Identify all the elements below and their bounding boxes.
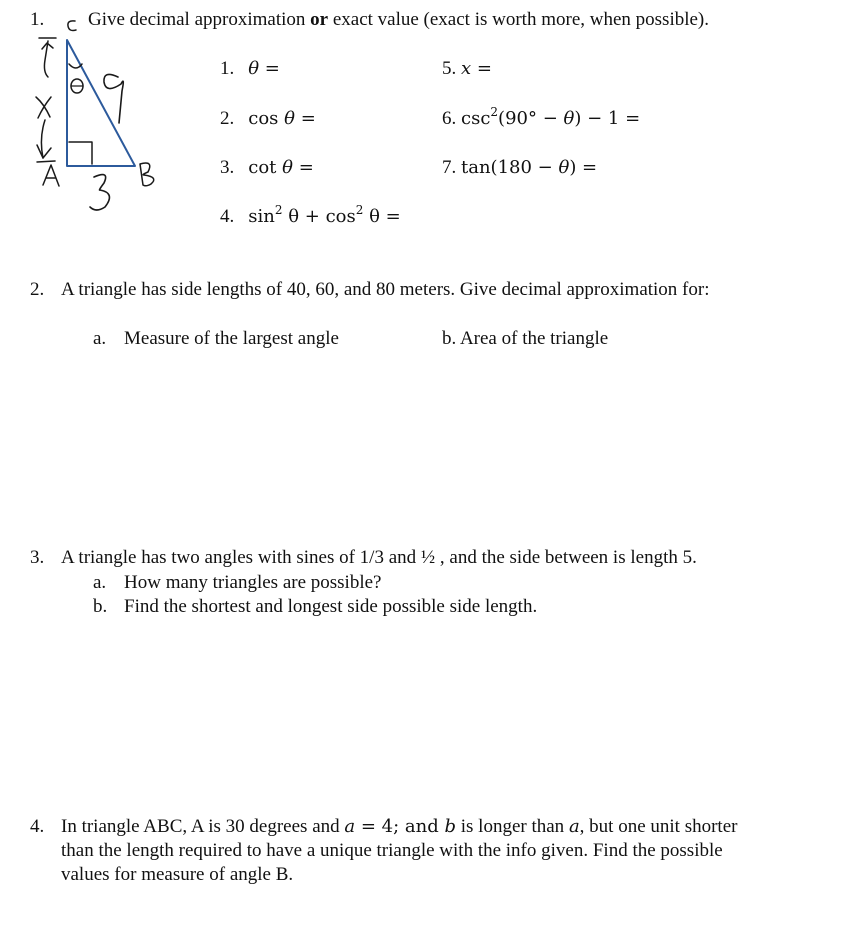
q1-part-2 [220,108,316,130]
q1-part-5-var: x [461,58,472,79]
q1-part-4 [220,203,401,228]
q4-var-b: b [444,816,456,837]
vertex-c-glyph [68,21,76,31]
q1-part-3 [220,157,314,179]
q1-part-6-csc: csc [461,108,491,129]
x-arrowhead-down [37,145,51,158]
q1-part-3-cot: cot [248,157,283,178]
q4-number: 4. [30,816,45,837]
q2-part-a-label: a. [93,328,107,349]
q1-part-3-eq: = [292,157,314,178]
q1-part-3-theta: θ [282,157,293,178]
q4-line-1-a: In triangle ABC, A is 30 degrees and [61,816,345,837]
q4-var-a: a [344,816,356,837]
q1-part-4-sin: sin [248,206,275,227]
q1-part-2-theta: θ [284,108,295,129]
q4-line-2: than the length required to have a unique triangle with the info given. Find the possible [61,840,723,861]
q4-var-a2: a [568,816,580,837]
q3-prompt: A triangle has two angles with sines of 1/3 and ½ , and the side between is length 5. [61,547,697,568]
x-bottom-tick [37,161,55,162]
base-3-glyph [90,175,109,210]
q1-part-6-body-b: ) − 1 = [574,108,641,129]
q3-part-a: How many triangles are possible? [124,572,382,593]
right-angle-marker [69,142,92,164]
q1-part-1-expr: θ = [248,58,280,79]
side-x-glyph [36,97,51,118]
q1-part-1-num: 1. [220,58,235,79]
q1-part-2-cos: cos [248,108,285,129]
q4-line-1-b: = 4; and [355,816,445,837]
q3-part-a-label: a. [93,572,107,593]
q1-prompt-text-b: exact value (exact is worth more, when possible). [328,9,710,30]
q1-part-6-body-a: (90° − [498,108,564,129]
vertex-a-glyph [43,165,59,186]
q1-part-6-theta: θ [563,108,575,129]
vertex-b-glyph [140,163,154,186]
q4-line-1-d: , but one unit shorter [579,816,738,837]
q1-part-3-num: 3. [220,157,235,178]
q1-part-4-mid: θ + cos [288,206,356,227]
q1-part-5-num: 5. [442,58,457,79]
q4-line-1 [61,816,737,838]
q1-part-7-num: 7. [442,157,457,178]
q1-part-4-sq2: 2 [355,203,364,217]
q1-part-7 [442,157,597,179]
q1-number: 1. [30,9,45,30]
q1-part-4-num: 4. [220,206,235,227]
q4-line-1-c: is longer than [456,816,569,837]
q1-part-7-theta: θ [558,157,570,178]
q1-part-5-eq: = [471,58,492,79]
q1-part-7-body-a: tan(180 − [461,157,559,178]
q1-part-6-sq: 2 [490,105,499,119]
q1-part-5 [442,58,492,80]
q4-line-3: values for measure of angle B. [61,864,294,885]
q1-part-4-sq1: 2 [274,203,283,217]
q3-part-b: Find the shortest and longest side possible side length. [124,596,538,617]
triangle-outline [67,40,135,166]
q2-prompt: A triangle has side lengths of 40, 60, and 80 meters. Give decimal approximation for: [61,279,710,300]
x-arrow-down [41,120,45,158]
q2-part-b: b. Area of the triangle [442,328,609,349]
q1-part-4-end: θ = [369,206,401,227]
q1-part-1 [220,58,280,80]
q1-part-2-eq: = [294,108,316,129]
q1-part-6-num: 6. [442,108,457,129]
q3-number: 3. [30,547,45,568]
q1-part-2-num: 2. [220,108,235,129]
q3-part-b-label: b. [93,596,108,617]
q1-part-7-body-b: ) = [569,157,598,178]
q1-prompt-text-a: Give decimal approximation [88,9,311,30]
q2-number: 2. [30,279,45,300]
q2-part-a: Measure of the largest angle [124,328,339,349]
q1-prompt-bold: or [310,9,329,30]
q1-part-6 [442,105,641,130]
